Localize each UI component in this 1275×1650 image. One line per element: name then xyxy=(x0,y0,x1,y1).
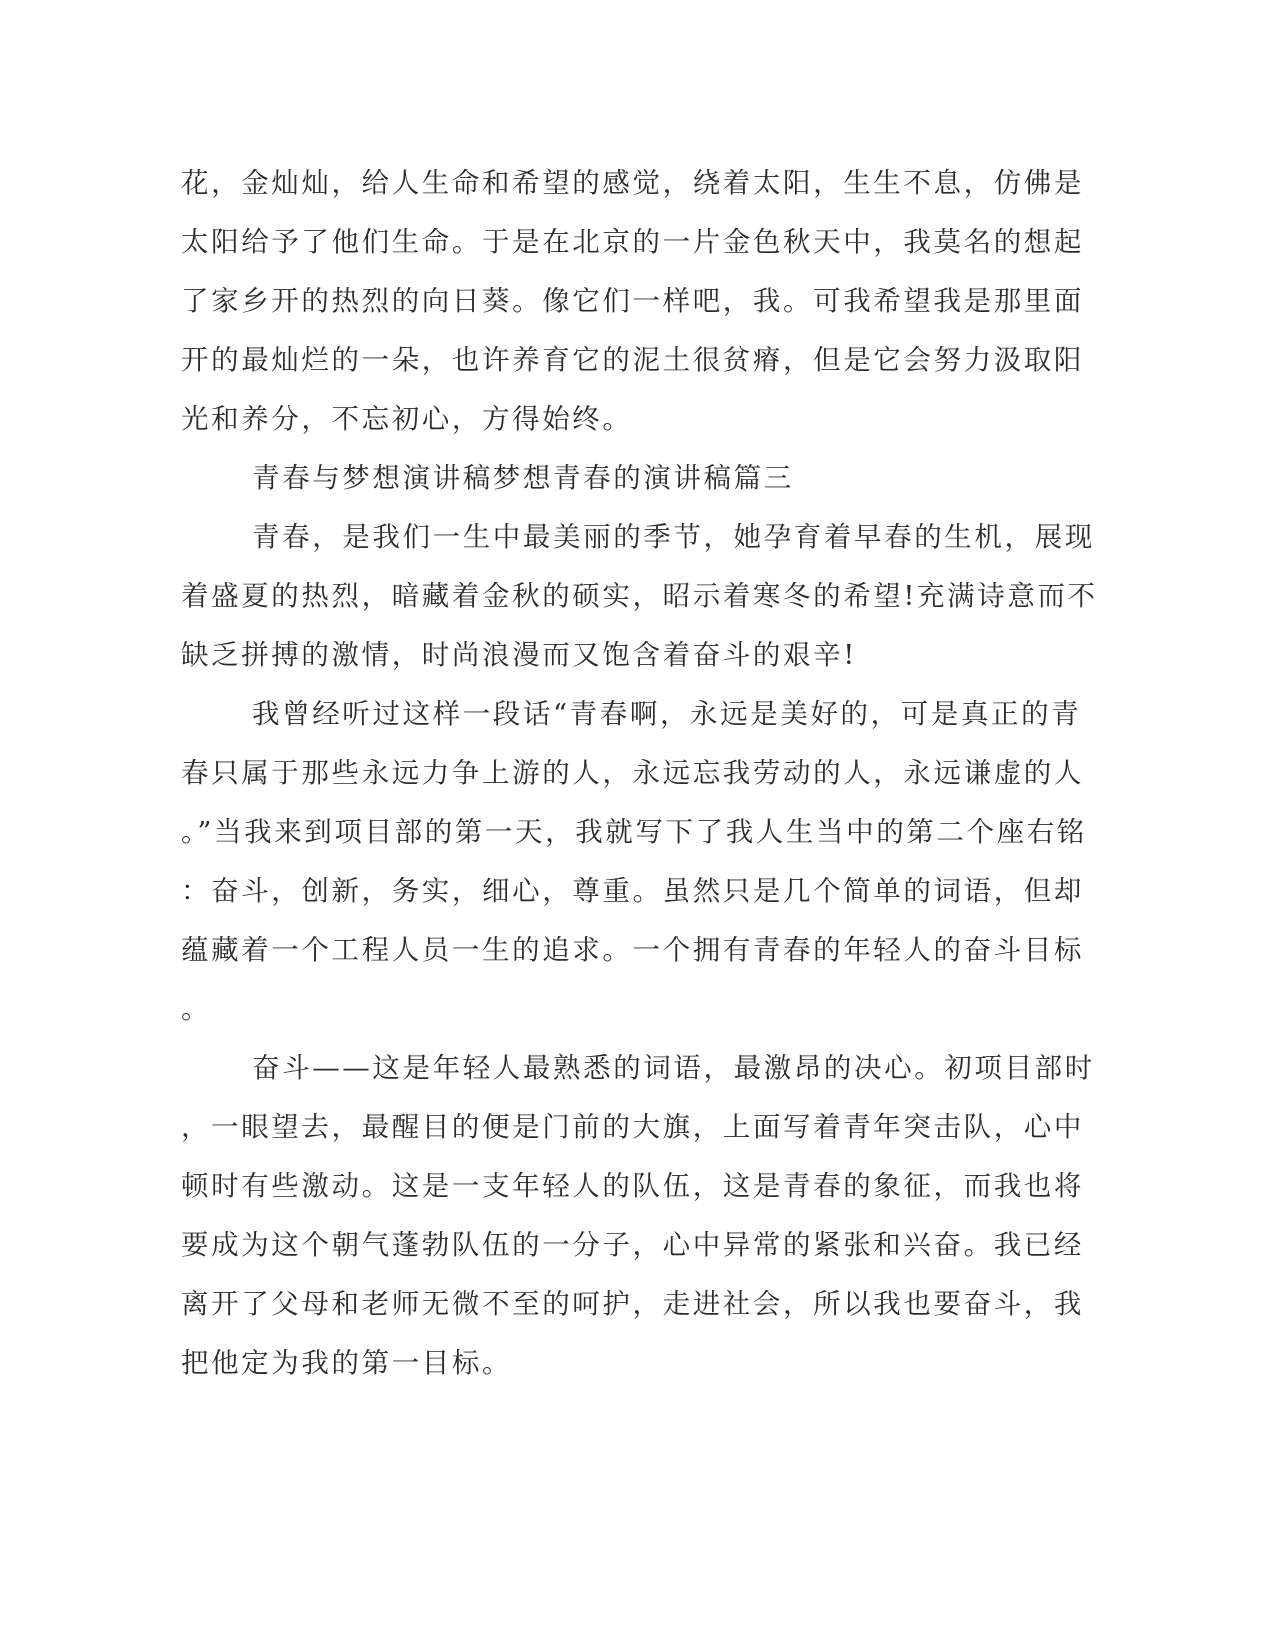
text-line: 花，金灿灿，给人生命和希望的感觉，绕着太阳，生生不息，仿佛是 xyxy=(181,167,1084,199)
text-line: 太阳给予了他们生命。于是在北京的一片金色秋天中，我莫名的想起 xyxy=(181,226,1084,258)
text-line: 开的最灿烂的一朵，也许养育它的泥土很贫瘠，但是它会努力汲取阳 xyxy=(181,344,1084,376)
text-line: 离开了父母和老师无微不至的呵护，走进社会，所以我也要奋斗，我 xyxy=(181,1288,1084,1320)
text-line: 。 xyxy=(181,993,212,1025)
text-line: ，一眼望去，最醒目的便是门前的大旗，上面写着青年突击队，心中 xyxy=(181,1111,1084,1143)
text-line: 光和养分，不忘初心，方得始终。 xyxy=(181,403,633,435)
document-body xyxy=(181,154,1098,1393)
text-line: 。”当我来到项目部的第一天，我就写下了我人生当中的第二个座右铭 xyxy=(181,816,1087,848)
text-line: 要成为这个朝气蓬勃队伍的一分子，心中异常的紧张和兴奋。我已经 xyxy=(181,1229,1084,1261)
text-line: ：奋斗，创新，务实，细心，尊重。虽然只是几个简单的词语，但却 xyxy=(181,875,1084,907)
text-line: 把他定为我的第一目标。 xyxy=(181,1347,513,1379)
text-line: 我曾经听过这样一段话“青春啊，永远是美好的，可是真正的青 xyxy=(252,698,1082,730)
text-line: 春只属于那些永远力争上游的人，永远忘我劳动的人，永远谦虚的人 xyxy=(181,757,1084,789)
text-line: 青春，是我们一生中最美丽的季节，她孕育着早春的生机，展现 xyxy=(252,521,1095,553)
text-line: 奋斗——这是年轻人最熟悉的词语，最激昂的决心。初项目部时 xyxy=(252,1052,1095,1084)
text-line: 了家乡开的热烈的向日葵。像它们一样吧，我。可我希望我是那里面 xyxy=(181,285,1084,317)
text-line: 着盛夏的热烈，暗藏着金秋的硕实，昭示着寒冬的希望!充满诗意而不 xyxy=(181,580,1098,612)
text-line: 蕴藏着一个工程人员一生的追求。一个拥有青春的年轻人的奋斗目标 xyxy=(181,934,1084,966)
text-line: 缺乏拼搏的激情，时尚浪漫而又饱含着奋斗的艰辛! xyxy=(181,639,857,671)
section-heading: 青春与梦想演讲稿梦想青春的演讲稿篇三 xyxy=(252,462,794,494)
text-line: 顿时有些激动。这是一支年轻人的队伍，这是青春的象征，而我也将 xyxy=(181,1170,1084,1202)
